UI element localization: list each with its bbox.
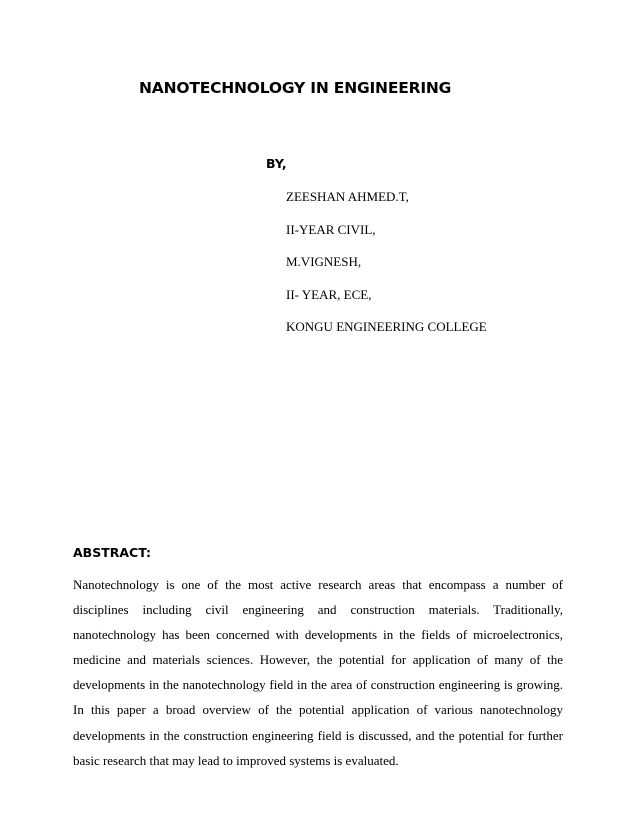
by-label: BY, bbox=[266, 156, 287, 171]
author-line: II- YEAR, ECE, bbox=[286, 286, 372, 302]
author-line: ZEESHAN AHMED.T, bbox=[286, 189, 409, 204]
abstract-heading: ABSTRACT: bbox=[73, 545, 152, 560]
abstract-body: Nanotechnology is one of the most active research areas that encompass a number of disciplines including civil engineering and construction materials. Traditionally, nanotechnology has been concerned with developments in the fields of microelectronics, medicine and materials sciences. However, the potential for application of many of the developments in the nanotechnology field in the area of construction engineering is growing. In this paper a broad overview of the potential application of various nanotechnology developments in the construction engineering field is discussed, and the potential for further basic research that may lead to improved systems is evaluated. bbox=[73, 577, 563, 768]
author-list bbox=[286, 189, 487, 352]
author-line: II-YEAR CIVIL, bbox=[286, 221, 376, 237]
document-title: NANOTECHNOLOGY IN ENGINEERING bbox=[139, 79, 452, 97]
author-line: M.VIGNESH, bbox=[286, 254, 362, 269]
author-line: KONGU ENGINEERING COLLEGE bbox=[286, 319, 487, 334]
